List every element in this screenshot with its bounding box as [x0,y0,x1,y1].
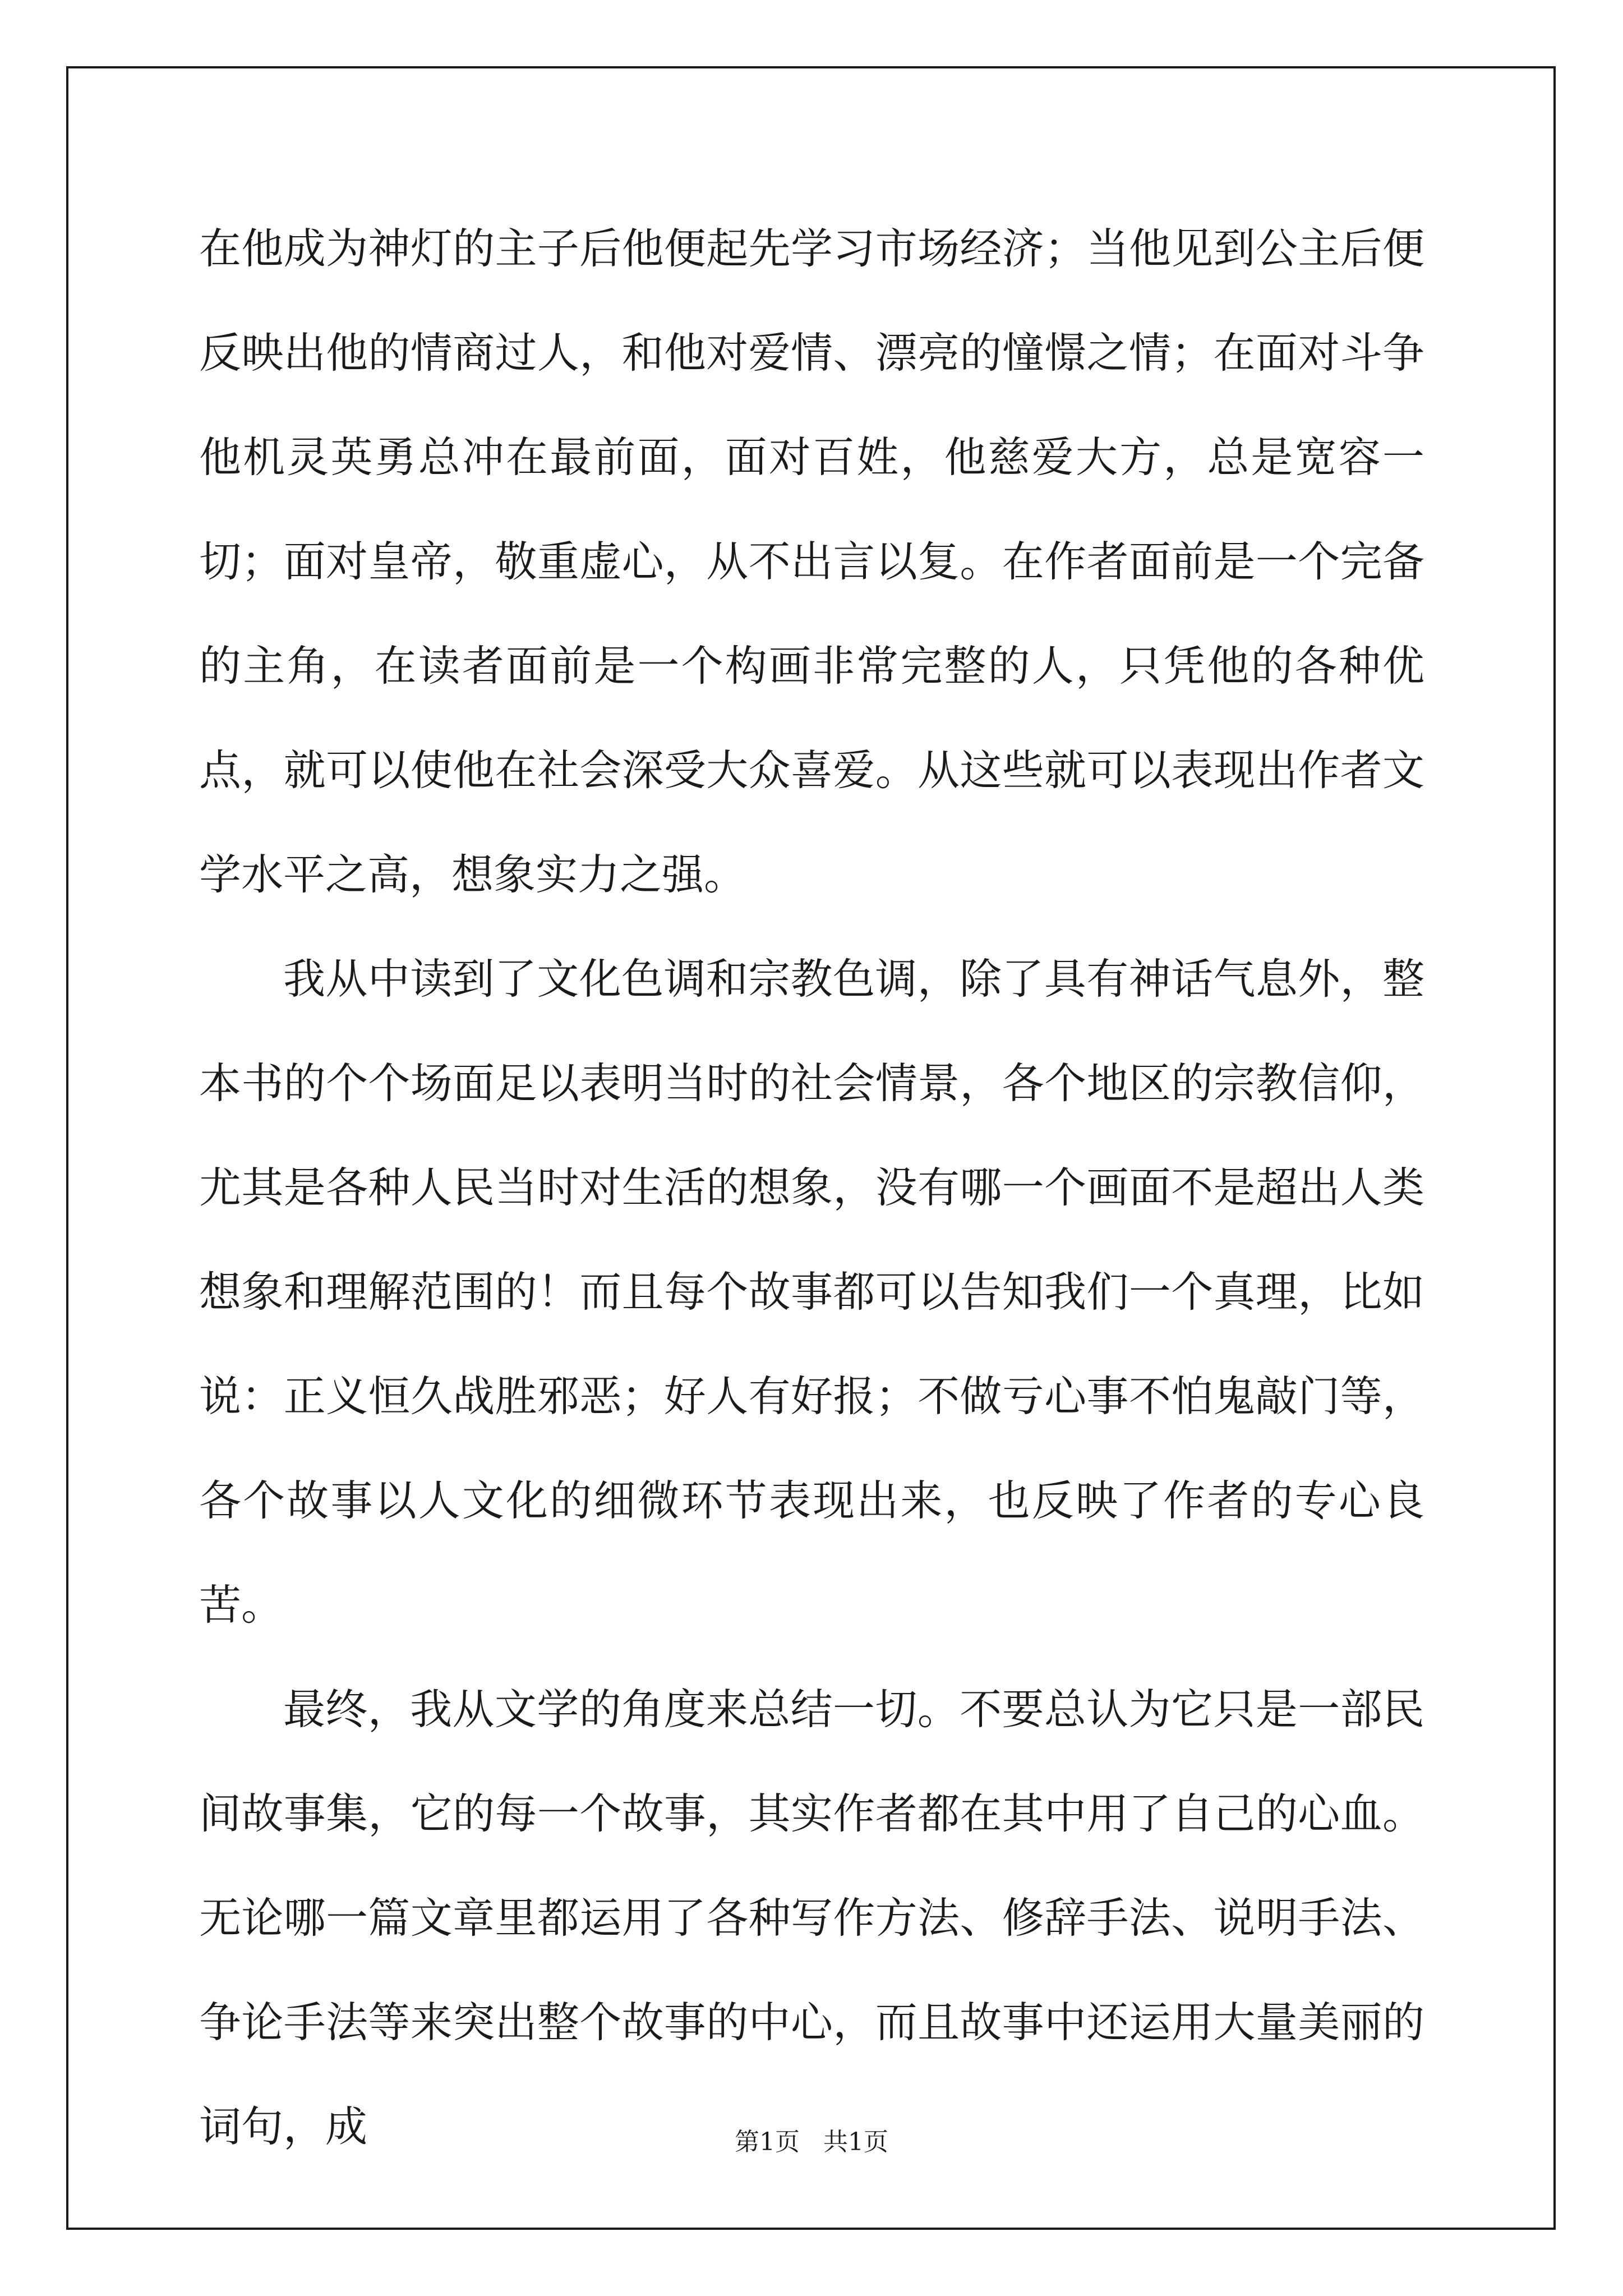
paragraph: 我从中读到了文化色调和宗教色调，除了具有神话气息外，整本书的个个场面足以表明当时的社会情景，各个地区的宗教信仰，尤其是各种人民当时对生活的想象，没有哪一个画面不是超出人类想象和理解范围的！而且每个故事都可以告知我们一个真理，比如说：正义恒久战胜邪恶；好人有好报；不做亏心事不怕鬼敲门等，各个故事以人文化的细微环节表现出来，也反映了作者的专心良苦。 [199,954,1424,1630]
page-number: 第1页 [735,2128,800,2156]
paragraph: 在他成为神灯的主子后他便起先学习市场经济；当他见到公主后便反映出他的情商过人，和他对爱情、漂亮的憧憬之情；在面对斗争他机灵英勇总冲在最前面，面对百姓，他慈爱大方，总是宽容一切；面对皇帝，敬重虚心，从不出言以复。在作者面前是一个完备的主角，在读者面前是一个构画非常完整的人，只凭他的各种优点，就可以使他在社会深受大众喜爱。从这些就可以表现出作者文学水平之高，想象实力之强。 [199,224,1424,899]
document-body [199,196,1424,2179]
page-total: 共1页 [823,2128,888,2156]
paragraph: 最终，我从文学的角度来总结一切。不要总认为它只是一部民间故事集，它的每一个故事，其实作者都在其中用了自己的心血。无论哪一篇文章里都运用了各种写作方法、修辞手法、说明手法、争论手法等来突出整个故事的中心，而且故事中还运用大量美丽的词句，成 [199,1685,1424,2151]
page-footer [0,2122,1623,2157]
